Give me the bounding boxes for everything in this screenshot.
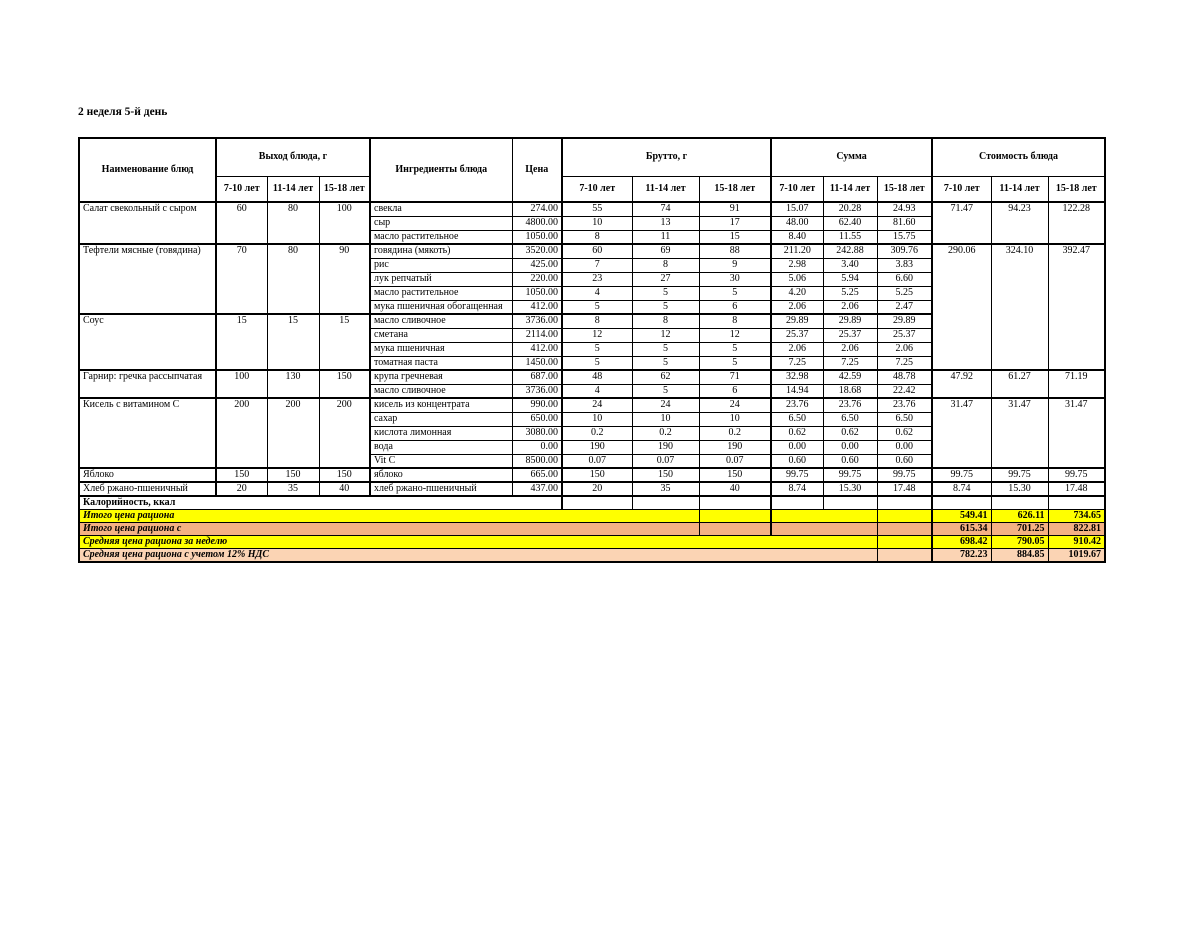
gross-value-cell: 5 [562, 356, 632, 370]
ingredient-name-cell: кисель из концентрата [370, 398, 512, 412]
summary-value-cell: 698.42 [932, 536, 991, 549]
sum-value-cell: 2.98 [771, 258, 823, 272]
sum-value-cell: 4.20 [771, 286, 823, 300]
sum-value-cell: 0.62 [877, 426, 932, 440]
gross-value-cell: 5 [699, 286, 771, 300]
sum-value-cell: 6.50 [877, 412, 932, 426]
gross-value-cell: 150 [699, 468, 771, 482]
empty-cell [771, 510, 877, 523]
price-cell: 3520.00 [512, 244, 562, 258]
summary-label-cell: Итого цена рациона с [79, 523, 699, 536]
gross-value-cell: 0.07 [562, 454, 632, 468]
summary-value-cell: 734.65 [1048, 510, 1105, 523]
price-cell: 425.00 [512, 258, 562, 272]
sum-value-cell: 7.25 [823, 356, 877, 370]
price-cell: 8500.00 [512, 454, 562, 468]
gross-value-cell: 0.07 [699, 454, 771, 468]
dish-cost-cell: 47.92 [932, 370, 991, 398]
empty-cell [699, 496, 771, 510]
price-cell: 2114.00 [512, 328, 562, 342]
gross-value-cell: 30 [699, 272, 771, 286]
output-value-cell: 60 [216, 202, 267, 244]
sum-value-cell: 2.47 [877, 300, 932, 314]
day-title: 2 неделя 5-й день [78, 106, 168, 118]
col-header-cost-age-1: 7-10 лет [932, 176, 991, 202]
output-value-cell: 70 [216, 244, 267, 314]
summary-value-cell: 701.25 [991, 523, 1048, 536]
sum-value-cell: 5.25 [823, 286, 877, 300]
gross-value-cell: 8 [562, 230, 632, 244]
output-value-cell: 15 [267, 314, 319, 370]
output-value-cell: 150 [319, 468, 370, 482]
sum-value-cell: 23.76 [823, 398, 877, 412]
sum-value-cell: 18.68 [823, 384, 877, 398]
sum-value-cell: 0.00 [771, 440, 823, 454]
sum-value-cell: 2.06 [823, 342, 877, 356]
gross-value-cell: 190 [699, 440, 771, 454]
dish-cost-cell: 31.47 [932, 398, 991, 468]
sum-value-cell: 14.94 [771, 384, 823, 398]
sum-value-cell: 0.00 [823, 440, 877, 454]
summary-row [79, 523, 1105, 536]
col-header-ingredients: Ингредиенты блюда [370, 138, 512, 202]
sum-value-cell: 0.60 [771, 454, 823, 468]
gross-value-cell: 9 [699, 258, 771, 272]
empty-cell [823, 496, 877, 510]
price-cell: 0.00 [512, 440, 562, 454]
gross-value-cell: 48 [562, 370, 632, 384]
sum-value-cell: 32.98 [771, 370, 823, 384]
ingredient-name-cell: мука пшеничная обогащенная [370, 300, 512, 314]
sum-value-cell: 2.06 [771, 342, 823, 356]
summary-row [79, 510, 1105, 523]
summary-label-cell: Итого цена рациона [79, 510, 699, 523]
output-value-cell: 15 [216, 314, 267, 370]
empty-cell [699, 510, 771, 523]
ingredient-name-cell: говядина (мякоть) [370, 244, 512, 258]
dish-name-cell: Гарнир: гречка рассыпчатая [79, 370, 216, 398]
gross-value-cell: 0.2 [699, 426, 771, 440]
summary-value-cell: 790.05 [991, 536, 1048, 549]
col-header-sum-age-3: 15-18 лет [877, 176, 932, 202]
sum-value-cell: 0.00 [877, 440, 932, 454]
dish-cost-cell: 61.27 [991, 370, 1048, 398]
table-row [79, 202, 1105, 216]
empty-cell [932, 496, 991, 510]
price-cell: 665.00 [512, 468, 562, 482]
sum-value-cell: 0.60 [877, 454, 932, 468]
ingredient-name-cell: мука пшеничная [370, 342, 512, 356]
sum-value-cell: 23.76 [877, 398, 932, 412]
output-value-cell: 150 [216, 468, 267, 482]
output-value-cell: 100 [319, 202, 370, 244]
price-cell: 220.00 [512, 272, 562, 286]
price-cell: 687.00 [512, 370, 562, 384]
sum-value-cell: 25.37 [877, 328, 932, 342]
output-value-cell: 90 [319, 244, 370, 314]
summary-label-cell: Калорийность, ккал [79, 496, 562, 510]
sum-value-cell: 25.37 [823, 328, 877, 342]
summary-value-cell: 1019.67 [1048, 549, 1105, 563]
table-row [79, 244, 1105, 258]
empty-cell [632, 496, 699, 510]
dish-name-cell: Хлеб ржано-пшеничный [79, 482, 216, 496]
table-row [79, 468, 1105, 482]
empty-cell [877, 549, 932, 563]
sum-value-cell: 48.78 [877, 370, 932, 384]
empty-cell [771, 523, 877, 536]
table-row [79, 398, 1105, 412]
dish-cost-cell: 99.75 [991, 468, 1048, 482]
sum-value-cell: 8.40 [771, 230, 823, 244]
gross-value-cell: 4 [562, 286, 632, 300]
gross-value-cell: 17 [699, 216, 771, 230]
col-header-output-group: Выход блюда, г [216, 138, 370, 176]
summary-label-cell: Средняя цена рациона с учетом 12% НДС [79, 549, 877, 563]
gross-value-cell: 5 [632, 286, 699, 300]
col-header-sum-age-1: 7-10 лет [771, 176, 823, 202]
gross-value-cell: 5 [632, 342, 699, 356]
output-value-cell: 200 [216, 398, 267, 468]
summary-value-cell: 626.11 [991, 510, 1048, 523]
gross-value-cell: 8 [699, 314, 771, 328]
summary-value-cell: 884.85 [991, 549, 1048, 563]
ingredient-name-cell: томатная паста [370, 356, 512, 370]
sum-value-cell: 99.75 [877, 468, 932, 482]
sum-value-cell: 309.76 [877, 244, 932, 258]
summary-label-cell: Средняя цена рациона за неделю [79, 536, 877, 549]
empty-cell [1048, 496, 1105, 510]
price-cell: 412.00 [512, 300, 562, 314]
dish-name-cell: Салат свекольный с сыром [79, 202, 216, 244]
dish-name-cell: Соус [79, 314, 216, 370]
gross-value-cell: 91 [699, 202, 771, 216]
empty-cell [877, 510, 932, 523]
ingredient-name-cell: масло растительное [370, 286, 512, 300]
gross-value-cell: 190 [632, 440, 699, 454]
ingredient-name-cell: хлеб ржано-пшеничный [370, 482, 512, 496]
gross-value-cell: 23 [562, 272, 632, 286]
gross-value-cell: 0.07 [632, 454, 699, 468]
dish-cost-cell: 15.30 [991, 482, 1048, 496]
empty-cell [771, 496, 823, 510]
gross-value-cell: 10 [562, 216, 632, 230]
gross-value-cell: 8 [632, 258, 699, 272]
gross-value-cell: 8 [632, 314, 699, 328]
summary-row [79, 536, 1105, 549]
gross-value-cell: 62 [632, 370, 699, 384]
gross-value-cell: 150 [562, 468, 632, 482]
dish-cost-cell: 31.47 [1048, 398, 1105, 468]
gross-value-cell: 24 [632, 398, 699, 412]
output-value-cell: 200 [319, 398, 370, 468]
gross-value-cell: 8 [562, 314, 632, 328]
ingredient-name-cell: крупа гречневая [370, 370, 512, 384]
output-value-cell: 80 [267, 244, 319, 314]
sum-value-cell: 15.07 [771, 202, 823, 216]
gross-value-cell: 6 [699, 384, 771, 398]
sum-value-cell: 2.06 [877, 342, 932, 356]
price-cell: 437.00 [512, 482, 562, 496]
gross-value-cell: 69 [632, 244, 699, 258]
sum-value-cell: 25.37 [771, 328, 823, 342]
price-cell: 1050.00 [512, 230, 562, 244]
ingredient-name-cell: сахар [370, 412, 512, 426]
sum-value-cell: 24.93 [877, 202, 932, 216]
ingredient-name-cell: кислота лимонная [370, 426, 512, 440]
col-header-cost-age-2: 11-14 лет [991, 176, 1048, 202]
ingredient-name-cell: сметана [370, 328, 512, 342]
gross-value-cell: 5 [699, 342, 771, 356]
sum-value-cell: 15.30 [823, 482, 877, 496]
sum-value-cell: 23.76 [771, 398, 823, 412]
dish-cost-cell: 71.47 [932, 202, 991, 244]
sum-value-cell: 15.75 [877, 230, 932, 244]
gross-value-cell: 10 [699, 412, 771, 426]
gross-value-cell: 5 [632, 356, 699, 370]
sum-value-cell: 211.20 [771, 244, 823, 258]
table-row [79, 370, 1105, 384]
sum-value-cell: 7.25 [877, 356, 932, 370]
summary-value-cell: 549.41 [932, 510, 991, 523]
dish-cost-cell: 17.48 [1048, 482, 1105, 496]
dish-cost-cell: 99.75 [932, 468, 991, 482]
sum-value-cell: 6.60 [877, 272, 932, 286]
ingredient-name-cell: масло сливочное [370, 384, 512, 398]
sum-value-cell: 20.28 [823, 202, 877, 216]
sum-value-cell: 62.40 [823, 216, 877, 230]
sum-value-cell: 7.25 [771, 356, 823, 370]
price-cell: 3080.00 [512, 426, 562, 440]
sum-value-cell: 99.75 [823, 468, 877, 482]
empty-cell [877, 523, 932, 536]
output-value-cell: 35 [267, 482, 319, 496]
gross-value-cell: 88 [699, 244, 771, 258]
sum-value-cell: 6.50 [771, 412, 823, 426]
sum-value-cell: 5.94 [823, 272, 877, 286]
ingredient-name-cell: масло сливочное [370, 314, 512, 328]
price-cell: 3736.00 [512, 314, 562, 328]
gross-value-cell: 55 [562, 202, 632, 216]
summary-value-cell: 910.42 [1048, 536, 1105, 549]
summary-value-cell: 822.81 [1048, 523, 1105, 536]
gross-value-cell: 5 [632, 300, 699, 314]
sum-value-cell: 6.50 [823, 412, 877, 426]
price-cell: 3736.00 [512, 384, 562, 398]
summary-row [79, 549, 1105, 563]
gross-value-cell: 150 [632, 468, 699, 482]
dish-cost-cell: 122.28 [1048, 202, 1105, 244]
sum-value-cell: 0.62 [771, 426, 823, 440]
sum-value-cell: 22.42 [877, 384, 932, 398]
gross-value-cell: 12 [632, 328, 699, 342]
col-header-output-age-2: 11-14 лет [267, 176, 319, 202]
output-value-cell: 20 [216, 482, 267, 496]
col-header-sum-group: Сумма [771, 138, 932, 176]
table-row [79, 482, 1105, 496]
output-value-cell: 150 [267, 468, 319, 482]
price-cell: 412.00 [512, 342, 562, 356]
col-header-output-age-1: 7-10 лет [216, 176, 267, 202]
gross-value-cell: 13 [632, 216, 699, 230]
sum-value-cell: 2.06 [771, 300, 823, 314]
gross-value-cell: 20 [562, 482, 632, 496]
sum-value-cell: 0.62 [823, 426, 877, 440]
empty-cell [877, 496, 932, 510]
gross-value-cell: 10 [632, 412, 699, 426]
sum-value-cell: 5.25 [877, 286, 932, 300]
price-cell: 4800.00 [512, 216, 562, 230]
sum-value-cell: 81.60 [877, 216, 932, 230]
gross-value-cell: 71 [699, 370, 771, 384]
gross-value-cell: 74 [632, 202, 699, 216]
output-value-cell: 40 [319, 482, 370, 496]
price-cell: 990.00 [512, 398, 562, 412]
ingredient-name-cell: рис [370, 258, 512, 272]
dish-cost-cell: 71.19 [1048, 370, 1105, 398]
gross-value-cell: 7 [562, 258, 632, 272]
empty-cell [877, 536, 932, 549]
gross-value-cell: 5 [699, 356, 771, 370]
sum-value-cell: 3.83 [877, 258, 932, 272]
gross-value-cell: 0.2 [632, 426, 699, 440]
price-cell: 1050.00 [512, 286, 562, 300]
col-header-price: Цена [512, 138, 562, 202]
gross-value-cell: 11 [632, 230, 699, 244]
gross-value-cell: 24 [699, 398, 771, 412]
summary-value-cell: 782.23 [932, 549, 991, 563]
price-cell: 274.00 [512, 202, 562, 216]
sum-value-cell: 3.40 [823, 258, 877, 272]
sum-value-cell: 29.89 [877, 314, 932, 328]
col-header-gross-age-3: 15-18 лет [699, 176, 771, 202]
sum-value-cell: 11.55 [823, 230, 877, 244]
dish-cost-cell: 324.10 [991, 244, 1048, 370]
ingredient-name-cell: вода [370, 440, 512, 454]
sum-value-cell: 29.89 [771, 314, 823, 328]
dish-cost-cell: 94.23 [991, 202, 1048, 244]
dish-cost-cell: 31.47 [991, 398, 1048, 468]
sum-value-cell: 2.06 [823, 300, 877, 314]
col-header-cost-age-3: 15-18 лет [1048, 176, 1105, 202]
gross-value-cell: 15 [699, 230, 771, 244]
ingredient-name-cell: лук репчатый [370, 272, 512, 286]
output-value-cell: 80 [267, 202, 319, 244]
col-header-gross-age-2: 11-14 лет [632, 176, 699, 202]
gross-value-cell: 10 [562, 412, 632, 426]
ingredient-name-cell: сыр [370, 216, 512, 230]
gross-value-cell: 27 [632, 272, 699, 286]
summary-value-cell: 615.34 [932, 523, 991, 536]
dish-cost-cell: 8.74 [932, 482, 991, 496]
menu-cost-table [78, 137, 1106, 563]
col-header-output-age-3: 15-18 лет [319, 176, 370, 202]
output-value-cell: 200 [267, 398, 319, 468]
output-value-cell: 100 [216, 370, 267, 398]
price-cell: 650.00 [512, 412, 562, 426]
gross-value-cell: 5 [562, 342, 632, 356]
price-cell: 1450.00 [512, 356, 562, 370]
gross-value-cell: 4 [562, 384, 632, 398]
col-header-gross-age-1: 7-10 лет [562, 176, 632, 202]
gross-value-cell: 6 [699, 300, 771, 314]
ingredient-name-cell: яблоко [370, 468, 512, 482]
dish-name-cell: Тефтели мясные (говядина) [79, 244, 216, 314]
output-value-cell: 15 [319, 314, 370, 370]
sum-value-cell: 17.48 [877, 482, 932, 496]
col-header-gross-group: Брутто, г [562, 138, 771, 176]
sum-value-cell: 0.60 [823, 454, 877, 468]
output-value-cell: 150 [319, 370, 370, 398]
col-header-sum-age-2: 11-14 лет [823, 176, 877, 202]
gross-value-cell: 12 [699, 328, 771, 342]
dish-name-cell: Кисель с витамином С [79, 398, 216, 468]
gross-value-cell: 5 [632, 384, 699, 398]
empty-cell [991, 496, 1048, 510]
summary-row [79, 496, 1105, 510]
ingredient-name-cell: свекла [370, 202, 512, 216]
gross-value-cell: 190 [562, 440, 632, 454]
empty-cell [699, 523, 771, 536]
sum-value-cell: 29.89 [823, 314, 877, 328]
ingredient-name-cell: масло растительное [370, 230, 512, 244]
col-header-cost-group: Стоимость блюда [932, 138, 1105, 176]
sum-value-cell: 8.74 [771, 482, 823, 496]
gross-value-cell: 24 [562, 398, 632, 412]
gross-value-cell: 12 [562, 328, 632, 342]
dish-cost-cell: 99.75 [1048, 468, 1105, 482]
sum-value-cell: 99.75 [771, 468, 823, 482]
gross-value-cell: 5 [562, 300, 632, 314]
gross-value-cell: 40 [699, 482, 771, 496]
empty-cell [562, 496, 632, 510]
output-value-cell: 130 [267, 370, 319, 398]
dish-name-cell: Яблоко [79, 468, 216, 482]
gross-value-cell: 60 [562, 244, 632, 258]
gross-value-cell: 0.2 [562, 426, 632, 440]
dish-cost-cell: 392.47 [1048, 244, 1105, 370]
gross-value-cell: 35 [632, 482, 699, 496]
sum-value-cell: 42.59 [823, 370, 877, 384]
ingredient-name-cell: Vit C [370, 454, 512, 468]
dish-cost-cell: 290.06 [932, 244, 991, 370]
sum-value-cell: 48.00 [771, 216, 823, 230]
col-header-dish-name: Наименование блюд [79, 138, 216, 202]
sum-value-cell: 5.06 [771, 272, 823, 286]
sum-value-cell: 242.88 [823, 244, 877, 258]
